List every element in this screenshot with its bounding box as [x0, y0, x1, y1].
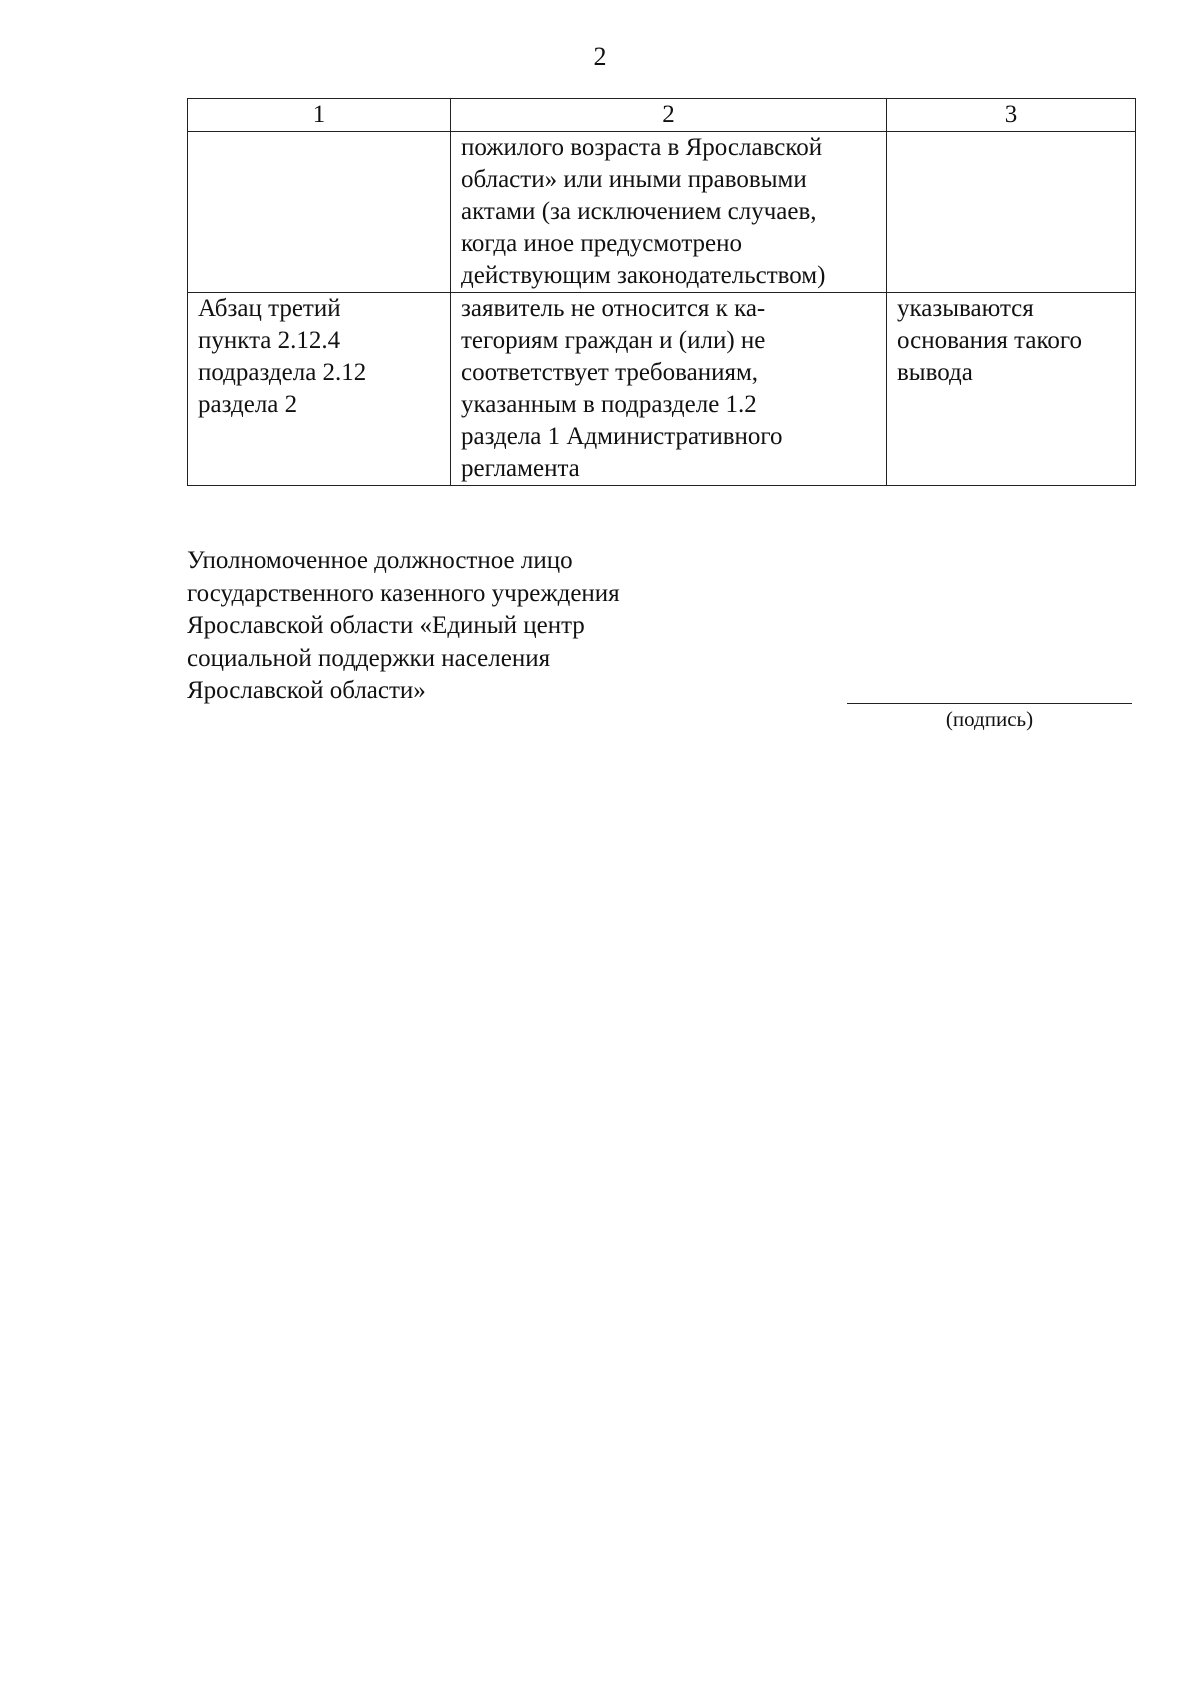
cell-line: области» или иными правовыми	[461, 166, 807, 193]
cell-line: пожилого возраста в Ярославской	[461, 134, 823, 161]
cell-line: подраздела 2.12	[198, 359, 367, 386]
signature-caption: (подпись)	[945, 707, 1034, 731]
header-col-2: 2	[451, 99, 887, 132]
cell-line: Абзац третий	[198, 295, 341, 322]
cell-line: указанным в подразделе 1.2	[461, 391, 757, 418]
signatory-block	[187, 545, 707, 708]
table-cell-note	[887, 132, 1136, 293]
cell-line: действующим законодательством)	[461, 262, 826, 289]
cell-line: вывода	[897, 359, 973, 386]
table-row	[188, 293, 1136, 486]
cell-line: актами (за исключением случаев,	[461, 198, 817, 225]
signatory-line: государственного казенного учреждения	[187, 579, 620, 607]
signatory-line: социальной поддержки населения	[187, 644, 551, 672]
table-cell-note	[887, 293, 1136, 486]
table-cell-reason	[451, 293, 887, 486]
signatory-line: Ярославской области «Единый центр	[187, 612, 585, 639]
table-cell-ref	[188, 293, 451, 486]
cell-line: соответствует требованиям,	[461, 359, 759, 386]
table-row	[188, 132, 1136, 293]
reasons-table	[187, 98, 1136, 486]
cell-line: тегориям граждан и (или) не	[461, 327, 766, 354]
page-number: 2	[593, 42, 607, 71]
cell-line: раздела 2	[198, 391, 298, 418]
table-cell-reason	[451, 132, 887, 293]
table-header-row	[188, 99, 1136, 132]
table-cell-ref	[188, 132, 451, 293]
cell-line: когда иное предусмотрено	[461, 230, 743, 257]
cell-line: пункта 2.12.4	[198, 327, 341, 354]
signature-line	[847, 703, 1132, 704]
signatory-line: Ярославской области»	[187, 677, 426, 704]
signatory-line: Уполномоченное должностное лицо	[187, 547, 573, 574]
cell-line: основания такого	[897, 327, 1083, 354]
cell-line: раздела 1 Административного	[461, 423, 783, 450]
header-col-3: 3	[887, 99, 1136, 132]
cell-line: регламента	[461, 455, 580, 482]
header-col-1: 1	[188, 99, 451, 132]
cell-line: указываются	[897, 295, 1034, 322]
cell-line: заявитель не относится к ка-	[461, 295, 766, 322]
